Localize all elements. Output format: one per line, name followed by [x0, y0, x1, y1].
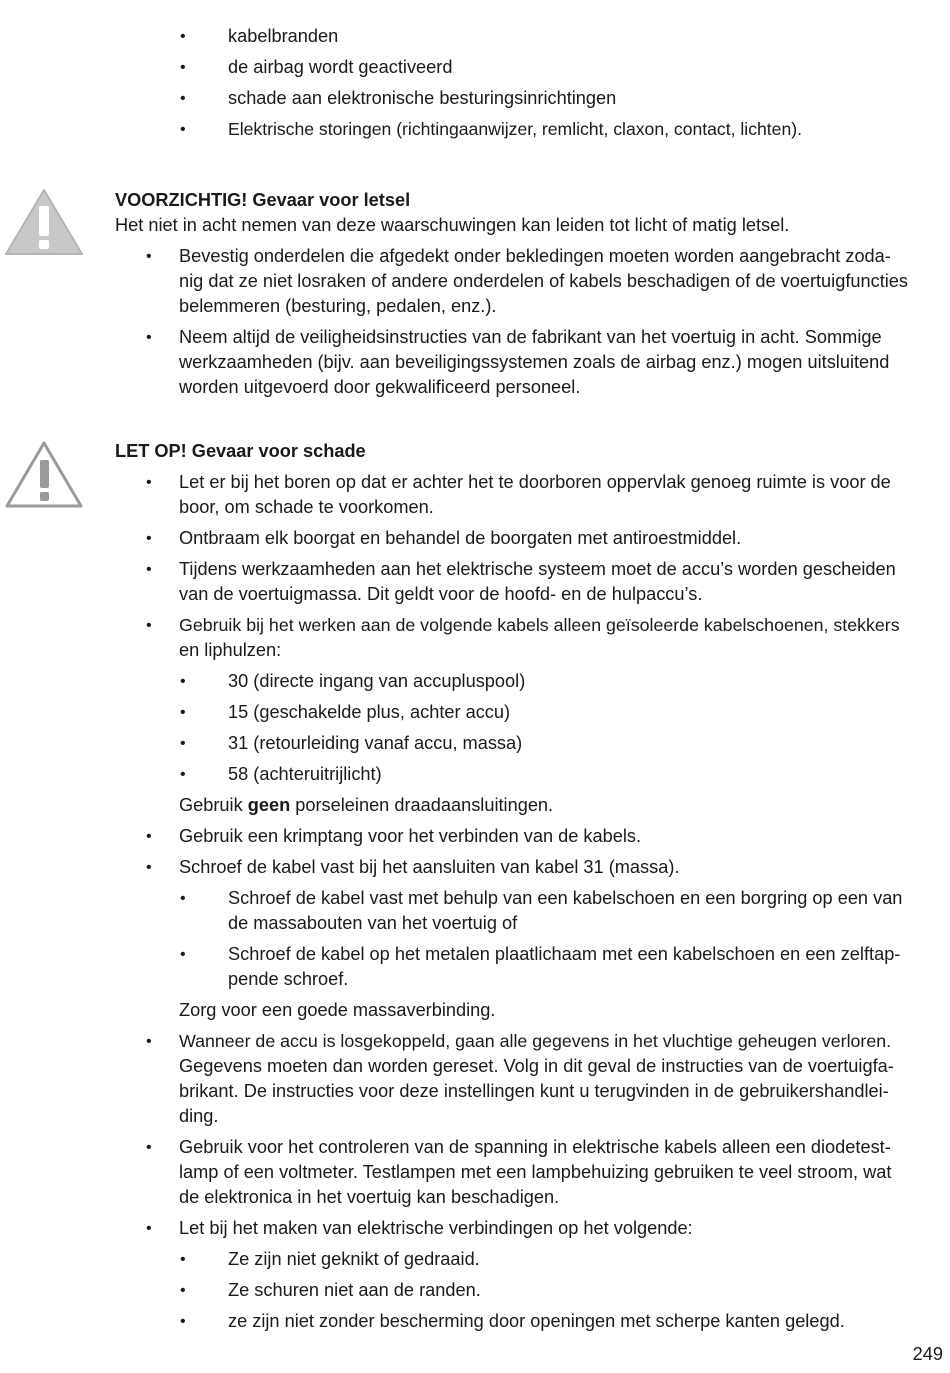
sub-list-item [180, 700, 510, 725]
bullet: • [146, 474, 152, 491]
caution-intro: Het niet in acht nemen van deze waarschuwingen kan leiden tot licht of matig letsel. [115, 215, 790, 235]
list-item-text: 30 (directe ingang van accupluspool) [228, 671, 526, 691]
list-item [180, 24, 338, 49]
list-item-text: Ontbraam elk boorgat en behandel de boorgaten met antiroestmiddel. [179, 528, 742, 548]
list-item [146, 613, 900, 638]
emphasis-geen: geen [247, 795, 291, 815]
bullet: • [180, 1313, 186, 1330]
sub-list-item [180, 1247, 480, 1272]
sub-list-item [180, 942, 900, 967]
list-item-text: nig dat ze niet losraken of andere onderdelen of kabels beschadigen of de voertuigfuncties [179, 271, 909, 291]
bullet: • [180, 28, 186, 45]
list-item-text: Elektrische storingen (richtingaanwijzer, remlicht, claxon, contact, lichten). [228, 119, 802, 139]
list-item [146, 1135, 891, 1160]
list-item-text: schade aan elektronische besturingsinrichtingen [228, 88, 617, 108]
bullet: • [180, 673, 186, 690]
bullet: • [180, 946, 186, 963]
list-item-text: lamp of een voltmeter. Testlampen met een lampbehuizing gebruiken te veel stroom, wat [179, 1162, 892, 1182]
list-item [180, 55, 452, 80]
bullet: • [146, 859, 152, 876]
bullet: • [146, 1139, 152, 1156]
notice-title: LET OP! Gevaar voor schade [115, 441, 366, 461]
list-item-text: Ze schuren niet aan de randen. [228, 1280, 481, 1300]
bullet: • [146, 617, 152, 634]
list-item-text: Gebruik voor het controleren van de spanning in elektrische kabels alleen een diodetest- [179, 1137, 891, 1157]
bullet: • [146, 828, 152, 845]
bullet: • [180, 59, 186, 76]
list-item-text: 15 (geschakelde plus, achter accu) [228, 702, 511, 722]
bullet: • [180, 90, 186, 107]
list-item [180, 117, 802, 142]
bullet: • [146, 329, 152, 346]
bullet: • [180, 890, 186, 907]
list-item-text: de massabouten van het voertuig of [228, 913, 518, 933]
bullet: • [146, 248, 152, 265]
list-item-text: Tijdens werkzaamheden aan het elektrische systeem moet de accu’s worden gescheiden [179, 559, 896, 579]
list-item-text: boor, om schade te voorkomen. [179, 497, 434, 517]
bullet: • [146, 1033, 152, 1050]
list-item-text: ding. [179, 1106, 219, 1126]
sub-list-item [180, 886, 902, 911]
caution-title: VOORZICHTIG! Gevaar voor letsel [115, 190, 411, 210]
bullet: • [146, 530, 152, 547]
sub-list-item [180, 731, 522, 756]
list-item-text: 31 (retourleiding vanaf accu, massa) [228, 733, 523, 753]
list-item-text: 58 (achteruitrijlicht) [228, 764, 382, 784]
bullet: • [180, 704, 186, 721]
list-item-text: Schroef de kabel vast bij het aansluiten van kabel 31 (massa). [179, 857, 680, 877]
bullet: • [146, 1220, 152, 1237]
sub-list-item [180, 1278, 481, 1303]
list-item-text: worden uitgevoerd door gekwalificeerd personeel. [179, 377, 581, 397]
list-item-text: Neem altijd de veiligheidsinstructies van de fabrikant van het voertuig in acht. Sommige [179, 327, 882, 347]
warning-triangle-filled-icon [4, 188, 84, 258]
bullet: • [180, 766, 186, 783]
list-item-text: werkzaamheden (bijv. aan beveiligingssystemen zoals de airbag enz.) mogen uitsluitend [179, 352, 890, 372]
list-item [146, 855, 679, 880]
list-item-text: belemmeren (besturing, pedalen, enz.). [179, 296, 497, 316]
list-item-text: de airbag wordt geactiveerd [228, 57, 453, 77]
list-item-text: kabelbranden [228, 26, 339, 46]
sub-list-item [180, 669, 525, 694]
list-item-text: Ze zijn niet geknikt of gedraaid. [228, 1249, 480, 1269]
list-item-text: Schroef de kabel vast met behulp van een kabelschoen en een borgring op een van [228, 888, 903, 908]
list-item-text: en liphulzen: [179, 640, 282, 660]
mass-note: Zorg voor een goede massaverbinding. [179, 1000, 496, 1020]
list-item-text: van de voertuigmassa. Dit geldt voor de hoofd- en de hulpaccu’s. [179, 584, 703, 604]
list-item-text: Bevestig onderdelen die afgedekt onder bekledingen moeten worden aangebracht zoda- [179, 246, 891, 266]
list-item [146, 470, 891, 495]
list-item [146, 557, 896, 582]
list-item-text: Gegevens moeten dan worden gereset. Volg in dit geval de instructies van de voertuigfa- [179, 1056, 894, 1076]
bullet: • [180, 1282, 186, 1299]
list-item-text: Schroef de kabel op het metalen plaatlichaam met een kabelschoen en een zelftap- [228, 944, 901, 964]
list-item [146, 1029, 891, 1054]
bullet: • [180, 1251, 186, 1268]
list-item [146, 325, 882, 350]
list-item-text: de elektronica in het voertuig kan beschadigen. [179, 1187, 560, 1207]
list-item-text: Gebruik een krimptang voor het verbinden van de kabels. [179, 826, 642, 846]
list-item [146, 824, 641, 849]
list-item [146, 1216, 693, 1241]
list-item-text: pende schroef. [228, 969, 349, 989]
list-item-text: Gebruik bij het werken aan de volgende kabels alleen geïsoleerde kabelschoenen, stekkers [179, 615, 900, 635]
list-item-text: Let er bij het boren op dat er achter het te doorboren oppervlak genoeg ruimte is voor de [179, 472, 891, 492]
list-item [180, 86, 616, 111]
list-item [146, 526, 741, 551]
sub-list-item [180, 1309, 845, 1334]
list-item-text: Let bij het maken van elektrische verbindingen op het volgende: [179, 1218, 693, 1238]
page-number: 249 [912, 1344, 943, 1364]
porcelain-note: Gebruik geen porseleinen draadaansluitingen. [179, 795, 554, 815]
list-item [146, 244, 891, 269]
list-item-text: Wanneer de accu is losgekoppeld, gaan alle gegevens in het vluchtige geheugen verloren. [179, 1031, 892, 1051]
list-item-text: brikant. De instructies voor deze instellingen kunt u terugvinden in de gebruikershandlei- [179, 1081, 889, 1101]
bullet: • [146, 561, 152, 578]
bullet: • [180, 121, 186, 138]
list-item-text: ze zijn niet zonder bescherming door openingen met scherpe kanten gelegd. [228, 1311, 845, 1331]
sub-list-item [180, 762, 382, 787]
bullet: • [180, 735, 186, 752]
warning-triangle-outline-icon [4, 440, 84, 510]
